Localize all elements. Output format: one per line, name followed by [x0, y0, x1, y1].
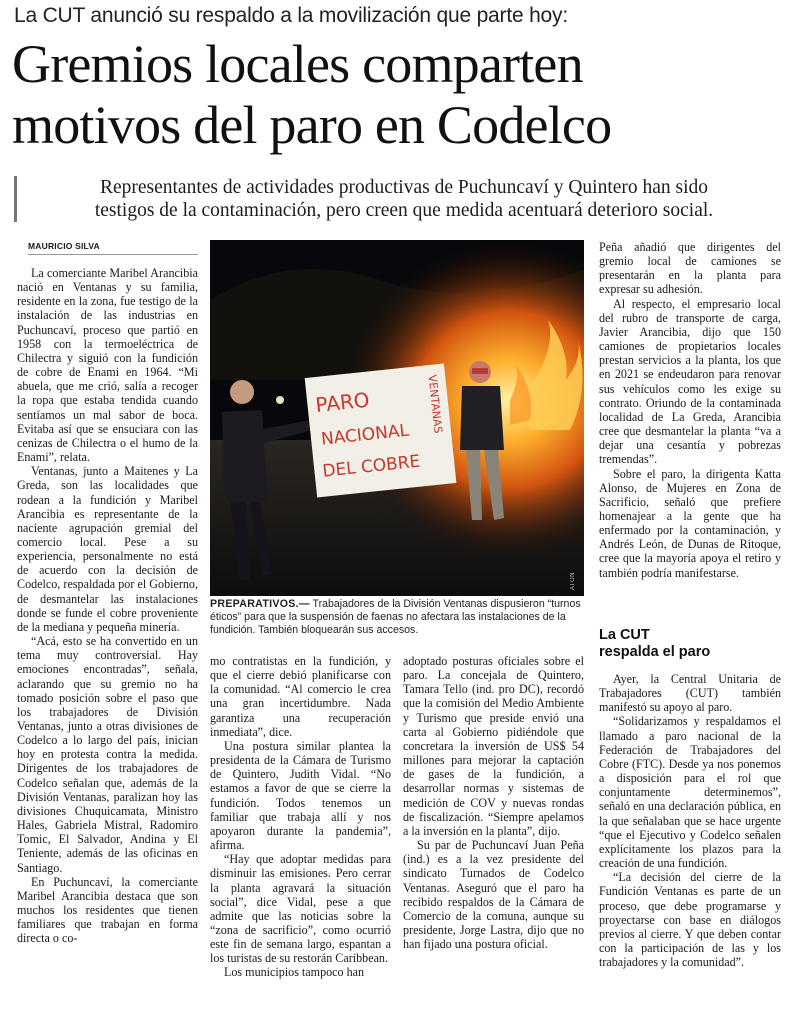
deck-line-2: testigos de la contaminación, pero creen que medida acentuará deterioro social. [94, 200, 714, 221]
paragraph: “Solidarizamos y respaldamos el llamado a paro nacional de la Federación de Trabajadores del Cobre (FTC). Desde ya nos ponemos a disposición para el rol que conjuntamente determinemos”, señaló en una declaración pública, en la que señalaban que se hace urgente “que el Ejecutivo y Codelco señalen explícitamente los plazos para la creación de una fundición. [599, 714, 781, 871]
paragraph: adoptado posturas oficiales sobre el paro. La concejala de Quintero, Tamara Tello (ind. pro DC), recordó que la comisión del Medio Ambiente y Turismo que preside envió una carta al Gobierno pidiéndole que concretara la inversión de US$ 54 millones para mejorar la captación de gases de la fundición, a desarrollar normas y sistemas de medición de COV y nuevas rondas de fiscalización. “Siempre apelamos a la inversión en la planta”, dijo. [403, 654, 584, 838]
subhead-line-2: respalda el paro [599, 644, 711, 660]
caption-label: PREPARATIVOS.— [210, 598, 310, 610]
deck-line-1: Representantes de actividades productivas de Puchuncaví y Quintero han sido [99, 177, 709, 198]
article-column-4-top [599, 240, 781, 626]
deck [14, 176, 779, 222]
paragraph: mo contratistas en la fundición, y que el cierre debió planificarse con la comunidad. “Al comercio le crea una gran incertidumbre. Nada garantiza una recuperación inmediata”, dice. [210, 654, 391, 739]
article-column-3 [403, 654, 584, 1012]
paragraph: La comerciante Maribel Arancibia nació en Ventanas y su familia, residente en la zona, fue testigo de la instalación de las industrias en Puchuncaví, proceso que partió en 1958 con la termoeléctrica de Chilectra y siguió con la fundición de cobre de Enami en 1964. “Mi abuela, que me crió, salía a recoger la ropa que estaba tendida cuando sentíamos un mal sabor de boca. Evitaba así que se ensuciara con las cenizas de Chilectra o el humo de la Enami”, relata. [17, 266, 198, 465]
section-subhead [599, 627, 781, 661]
paragraph: Al respecto, el empresario local del rubro de transporte de carga, Javier Arancibia, dijo que 150 camiones de propietarios locales prestan servicios a la planta, los que en 2021 se endeudaron para renovar sus vehículos como les exige su contrato. Oriundo de la contaminada localidad de La Greda, Arancibia cree que desmantelar la planta “va a dejar una cesantía y pobrezas tremendas”. [599, 296, 781, 467]
protest-banner [305, 364, 457, 498]
banner-text-line-2: NACIONAL [320, 420, 410, 450]
paragraph: Sobre el paro, la dirigenta Katta Alonso, de Mujeres en Zona de Sacrificio, señaló que prefiere homenajear a la gente que ha enfermado por la contaminación, y Andrés León, de Dunas de Ritoque, cree que la mayoría apoya el retiro y también podría manifestarse. [599, 466, 781, 580]
paragraph: “Hay que adoptar medidas para disminuir las emisiones. Pero cerrar la planta agravará la situación social”, dice Vidal, pese a que admite que las noticias sobre la “zona de sacrificio”, como ocurrió este fin de semana largo, espantan a los turistas de su restorán Caribbean. [210, 852, 391, 966]
protest-photo-illustration [210, 240, 584, 596]
banner-text-line-3: DEL COBRE [321, 451, 422, 482]
photo-caption [210, 598, 586, 638]
headline-line-2: motivos del paro en Codelco [12, 95, 612, 155]
article-column-4-bottom [599, 672, 781, 1012]
article-column-1 [17, 266, 198, 1014]
headline-line-1: Gremios locales comparten [12, 34, 583, 94]
subhead-line-1: La CUT [599, 627, 650, 643]
paragraph: Los municipios tampoco han [224, 965, 365, 980]
paragraph: Su par de Puchuncaví Juan Peña (ind.) es a la vez presidente del sindicato Turnados de Codelco Ventanas. Aseguró que el paro ha recibido respaldos de la Cámara de Comercio de la comuna, aunque su presidente, Jorge Lastra, dijo que no han fijado una postura oficial. [403, 838, 584, 952]
paragraph: Peña añadió que dirigentes del gremio local de camiones se presentarán en la planta para expresar su adhesión. [599, 240, 781, 297]
paragraph: “La decisión del cierre de la Fundición Ventanas es parte de un proceso, que debe programarse y proyectarse con base en diálogos previos al cierre. Y que deben contar con la participación de las y los trabajadores y la comunidad”. [599, 870, 781, 970]
paragraph: Ayer, la Central Unitaria de Trabajadores (CUT) también manifestó su apoyo al paro. [599, 672, 781, 715]
photo-credit: ATON [570, 572, 576, 591]
banner-vertical-text: VENTANAS [425, 374, 445, 435]
paragraph: Una postura similar plantea la presidenta de la Cámara de Turismo de Quintero, Judith Vidal. “No estamos a favor de que se cierre la fundición. Todos tenemos un familiar que trabaja allí y nos apoyaron durante la pandemia”, afirma. [210, 738, 391, 853]
byline: MAURICIO SILVA [28, 241, 198, 255]
headline [12, 34, 782, 156]
caption-text: Trabajadores de la División Ventanas dispusieron “turnos éticos” para que la suspensión de faenas no afectara las instalaciones de la fundición. También bloquearán sus accesos. [210, 598, 581, 637]
kicker: La CUT anunció su respaldo a la movilización que parte hoy: [14, 4, 568, 27]
banner-text-line-1: PARO [314, 387, 371, 418]
news-photo [210, 240, 584, 596]
paragraph: En Puchuncaví, la comerciante Maribel Arancibia destaca que son muchos los residentes que tienen familiares que trabajan en forma directa o co- [17, 874, 198, 946]
article-column-2 [210, 654, 391, 1012]
paragraph: “Acá, esto se ha convertido en un tema muy controversial. Hay emociones encontradas”, señala, aclarando que su gremio no ha tomado posición sobre el paso que los trabajadores de División Ventanas, junto a otras divisiones de Codelco a lo largo del país, inician hoy en protesta contra la medida. Dirigentes de los trabajadores de Codelco señalan que, además de la División Ventanas, paralizan hoy las divisiones Chuquicamata, Ministro Hales, Gabriela Mistral, Radomiro Tomic, El Salvador, Andina y El Teniente, además de las oficinas en Santiago. [17, 634, 198, 875]
paragraph: Ventanas, junto a Maitenes y La Greda, son las localidades que rodean a la fundición y Maribel Arancibia es representante de la naciente agrupación gremial del comercio local. Pese a su experiencia, personalmente no está de acuerdo con la decisión de Codelco, respaldada por el Gobierno, de desmantelar las instalaciones donde se funde el cobre proveniente de la mediana y pequeña minería. [17, 464, 198, 634]
